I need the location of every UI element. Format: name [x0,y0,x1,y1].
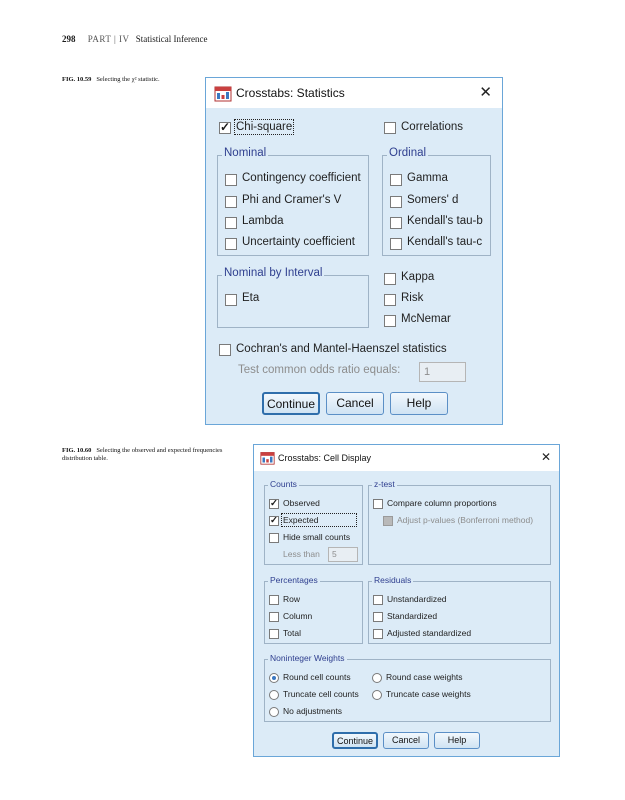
odds-ratio-input[interactable]: 1 [419,362,466,382]
round-cell-counts-radio[interactable] [269,673,279,683]
somers-d-checkbox[interactable] [390,196,402,208]
eta-checkbox[interactable] [225,294,237,306]
mcnemar-label[interactable]: McNemar [401,313,451,325]
less-than-label: Less than [283,549,320,559]
counts-group [264,479,363,565]
compare-column-proportions-label[interactable]: Compare column proportions [387,498,497,508]
kendalls-tau-b-checkbox[interactable] [390,217,402,229]
truncate-case-weights-radio[interactable] [372,690,382,700]
cancel-button[interactable]: Cancel [383,732,429,749]
z-test-group [368,479,551,565]
total-percent-label[interactable]: Total [283,628,301,638]
chi-square-checkbox[interactable] [219,122,231,134]
contingency-coefficient-checkbox[interactable] [225,174,237,186]
unstandardized-label[interactable]: Unstandardized [387,594,447,604]
hide-small-counts-checkbox[interactable] [269,533,279,543]
z-test-group-title: z-test [374,479,395,489]
dialog-title: Crosstabs: Statistics [236,86,345,100]
nominal-group-title: Nominal [224,147,267,159]
crosstabs-cell-display-dialog [253,444,560,757]
noninteger-weights-title: Noninteger Weights [270,653,345,663]
ordinal-group [382,147,491,256]
observed-checkbox[interactable] [269,499,279,509]
crosstabs-statistics-dialog [205,77,503,425]
help-button[interactable]: Help [390,392,448,415]
observed-label[interactable]: Observed [283,498,320,508]
kappa-label[interactable]: Kappa [401,271,435,283]
truncate-cell-counts-label[interactable]: Truncate cell counts [283,689,359,699]
adjusted-standardized-label[interactable]: Adjusted standardized [387,628,472,638]
compare-column-proportions-checkbox[interactable] [373,499,383,509]
kendalls-tau-c-checkbox[interactable] [390,238,402,250]
kappa-checkbox[interactable] [384,273,396,285]
cochran-mantel-haenszel-checkbox[interactable] [219,344,231,356]
cochran-mantel-haenszel-label[interactable]: Cochran's and Mantel-Haenszel statistics [236,343,447,355]
odds-ratio-label: Test common odds ratio equals: [238,364,401,376]
help-button[interactable]: Help [434,732,480,749]
no-adjustments-radio[interactable] [269,707,279,717]
standardized-checkbox[interactable] [373,612,383,622]
cancel-button[interactable]: Cancel [326,392,384,415]
truncate-case-weights-label[interactable]: Truncate case weights [386,689,471,699]
row-percent-checkbox[interactable] [269,595,279,605]
residuals-group-title: Residuals [374,575,412,585]
row-percent-label[interactable]: Row [283,594,301,604]
gamma-checkbox[interactable] [390,174,402,186]
eta-label[interactable]: Eta [242,292,260,304]
phi-cramers-v-label[interactable]: Phi and Cramer's V [242,194,342,206]
page-number: 298 [62,34,76,44]
page-header [62,34,208,44]
phi-cramers-v-checkbox[interactable] [225,196,237,208]
continue-button[interactable]: Continue [262,392,320,415]
figure-caption-2 [62,447,242,463]
column-percent-checkbox[interactable] [269,612,279,622]
spss-app-icon [214,84,232,102]
correlations-label[interactable]: Correlations [401,121,463,133]
lambda-label[interactable]: Lambda [242,215,284,227]
percentages-group-title: Percentages [270,575,318,585]
round-case-weights-label[interactable]: Round case weights [386,672,463,682]
expected-label[interactable]: Expected [283,515,355,525]
counts-group-title: Counts [270,479,297,489]
title-bar[interactable] [254,445,559,471]
dialog-title: Crosstabs: Cell Display [278,453,372,463]
adjusted-standardized-checkbox[interactable] [373,629,383,639]
part-label: PART | IV [87,34,130,44]
somers-d-label[interactable]: Somers' d [407,194,459,206]
uncertainty-coefficient-label[interactable]: Uncertainty coefficient [242,236,355,248]
continue-button[interactable]: Continue [332,732,378,749]
unstandardized-checkbox[interactable] [373,595,383,605]
standardized-label[interactable]: Standardized [387,611,438,621]
total-percent-checkbox[interactable] [269,629,279,639]
contingency-coefficient-label[interactable]: Contingency coefficient [242,172,361,184]
residuals-group [368,575,551,644]
figure-caption-1 [62,76,202,84]
percentages-group [264,575,363,644]
nominal-group [217,147,369,256]
round-cell-counts-label[interactable]: Round cell counts [283,672,351,682]
mcnemar-checkbox[interactable] [384,315,396,327]
title-bar[interactable] [206,78,502,108]
uncertainty-coefficient-checkbox[interactable] [225,238,237,250]
adjust-p-values-checkbox [383,516,393,526]
kendalls-tau-b-label[interactable]: Kendall's tau-b [407,215,483,227]
figure-caption-text: Selecting the observed and expected frequencies distribution table. [62,447,223,462]
nominal-by-interval-group [217,267,369,328]
column-percent-label[interactable]: Column [283,611,313,621]
less-than-input[interactable]: 5 [328,547,358,562]
correlations-checkbox[interactable] [384,122,396,134]
risk-label[interactable]: Risk [401,292,424,304]
gamma-label[interactable]: Gamma [407,172,448,184]
spss-app-icon [260,450,275,465]
close-icon[interactable]: ✕ [540,450,551,464]
truncate-cell-counts-radio[interactable] [269,690,279,700]
figure-label: FIG. 10.60 [62,447,92,454]
expected-checkbox[interactable] [269,516,279,526]
lambda-checkbox[interactable] [225,217,237,229]
ordinal-group-title: Ordinal [389,147,427,159]
kendalls-tau-c-label[interactable]: Kendall's tau-c [407,236,483,248]
close-icon[interactable]: ✕ [479,84,492,101]
adjust-p-values-label: Adjust p-values (Bonferroni method) [397,515,534,525]
noninteger-weights-group [264,653,551,722]
section-title: Statistical Inference [135,34,208,44]
risk-checkbox[interactable] [384,294,396,306]
nominal-by-interval-title: Nominal by Interval [224,267,323,279]
chi-square-label[interactable]: Chi-square [236,121,293,133]
figure-label: FIG. 10.59 [62,76,92,83]
hide-small-counts-label[interactable]: Hide small counts [283,532,351,542]
figure-caption-text: Selecting the χ² statistic. [96,76,160,83]
no-adjustments-label[interactable]: No adjustments [283,706,343,716]
round-case-weights-radio[interactable] [372,673,382,683]
